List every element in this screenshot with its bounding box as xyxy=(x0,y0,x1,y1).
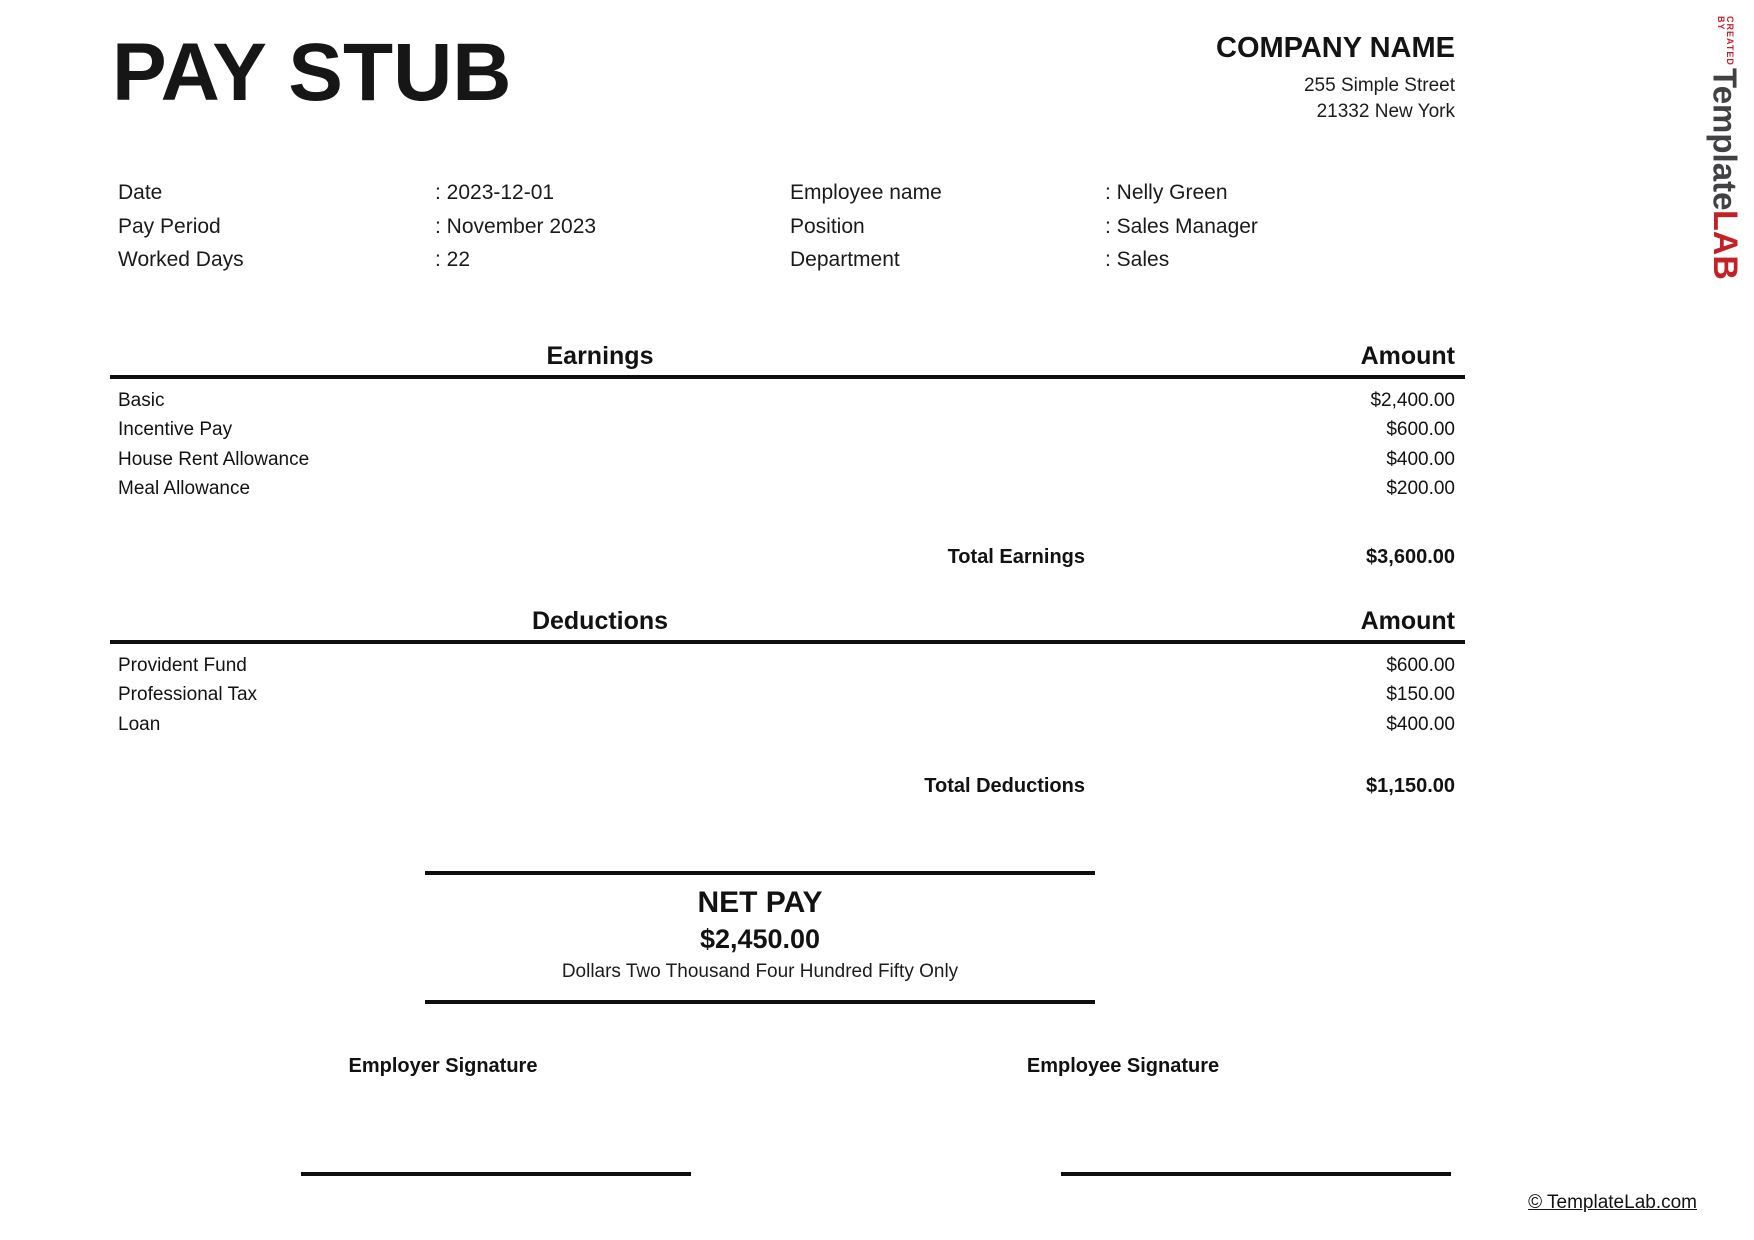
deductions-header-label: Deductions xyxy=(531,607,669,635)
employee-signature-line xyxy=(1061,1172,1451,1176)
deductions-header-amount: Amount xyxy=(1360,607,1455,635)
info-value-date: : 2023-12-01 xyxy=(435,181,555,204)
table-row xyxy=(110,445,1465,475)
table-row xyxy=(110,651,1465,681)
earning-label: Basic xyxy=(118,389,165,411)
info-value-employee-name: : Nelly Green xyxy=(1105,181,1228,204)
company-address-line2: 21332 New York xyxy=(1316,101,1455,123)
company-address-line1: 255 Simple Street xyxy=(1303,75,1455,97)
deduction-amount: $600.00 xyxy=(1386,654,1455,676)
table-row xyxy=(110,475,1465,505)
earning-amount: $200.00 xyxy=(1386,478,1455,500)
pay-info-grid xyxy=(118,176,1654,277)
deduction-label: Provident Fund xyxy=(118,654,247,676)
total-earnings-amount: $3,600.00 xyxy=(1366,546,1455,568)
table-row xyxy=(110,681,1465,711)
total-earnings-label: Total Earnings xyxy=(947,546,1085,568)
earnings-table xyxy=(110,342,1465,504)
earning-amount: $600.00 xyxy=(1386,419,1455,441)
info-label-pay-period: Pay Period xyxy=(118,214,221,238)
total-deductions-row xyxy=(110,775,1465,798)
earning-label: Meal Allowance xyxy=(118,478,251,500)
info-label-date: Date xyxy=(118,181,163,204)
earning-label: Incentive Pay xyxy=(118,419,233,441)
total-deductions-label: Total Deductions xyxy=(924,775,1085,797)
company-address xyxy=(1216,73,1455,125)
employee-signature-label: Employee Signature xyxy=(1026,1055,1220,1077)
deduction-amount: $400.00 xyxy=(1386,713,1455,735)
deductions-rows xyxy=(110,644,1465,740)
employer-signature-label: Employer Signature xyxy=(348,1055,538,1077)
info-value-department: : Sales xyxy=(1105,248,1170,271)
logo-template-text: Template xyxy=(1706,67,1744,211)
info-label-worked-days: Worked Days xyxy=(118,248,244,271)
earning-amount: $2,400.00 xyxy=(1370,389,1455,411)
net-pay-box xyxy=(425,871,1095,1004)
info-label-department: Department xyxy=(790,248,900,271)
net-pay-in-words: Dollars Two Thousand Four Hundred Fifty Only xyxy=(561,961,959,983)
earning-amount: $400.00 xyxy=(1386,448,1455,470)
logo-lab-text: LAB xyxy=(1706,210,1744,281)
company-name: COMPANY NAME xyxy=(1216,32,1455,64)
info-value-pay-period: : November 2023 xyxy=(435,214,597,238)
info-label-employee-name: Employee name xyxy=(790,181,942,204)
info-value-worked-days: : 22 xyxy=(435,248,471,271)
earnings-header-amount: Amount xyxy=(1360,342,1455,370)
deduction-label: Professional Tax xyxy=(118,684,258,706)
deduction-amount: $150.00 xyxy=(1386,684,1455,706)
deduction-label: Loan xyxy=(118,713,161,735)
net-pay-label: NET PAY xyxy=(697,886,823,919)
deductions-table xyxy=(110,607,1465,740)
info-value-position: : Sales Manager xyxy=(1105,214,1258,238)
table-row xyxy=(110,710,1465,740)
net-pay-amount: $2,450.00 xyxy=(699,924,821,954)
table-row xyxy=(110,386,1465,416)
info-label-position: Position xyxy=(790,214,865,238)
templatelab-logo xyxy=(1706,16,1744,281)
employer-signature-line xyxy=(301,1172,691,1176)
deductions-table-header xyxy=(110,607,1465,644)
logo-created-by-text: CREATED BY xyxy=(1716,16,1735,66)
earning-label: House Rent Allowance xyxy=(118,448,310,470)
total-earnings-row xyxy=(110,546,1465,569)
total-deductions-amount: $1,150.00 xyxy=(1366,775,1455,797)
earnings-table-header xyxy=(110,342,1465,379)
templatelab-footer-link[interactable]: © TemplateLab.com xyxy=(1528,1192,1697,1213)
earnings-header-label: Earnings xyxy=(546,342,654,370)
company-block xyxy=(1216,32,1455,125)
earnings-rows xyxy=(110,379,1465,504)
table-row xyxy=(110,416,1465,446)
page-title: PAY STUB xyxy=(112,27,512,118)
